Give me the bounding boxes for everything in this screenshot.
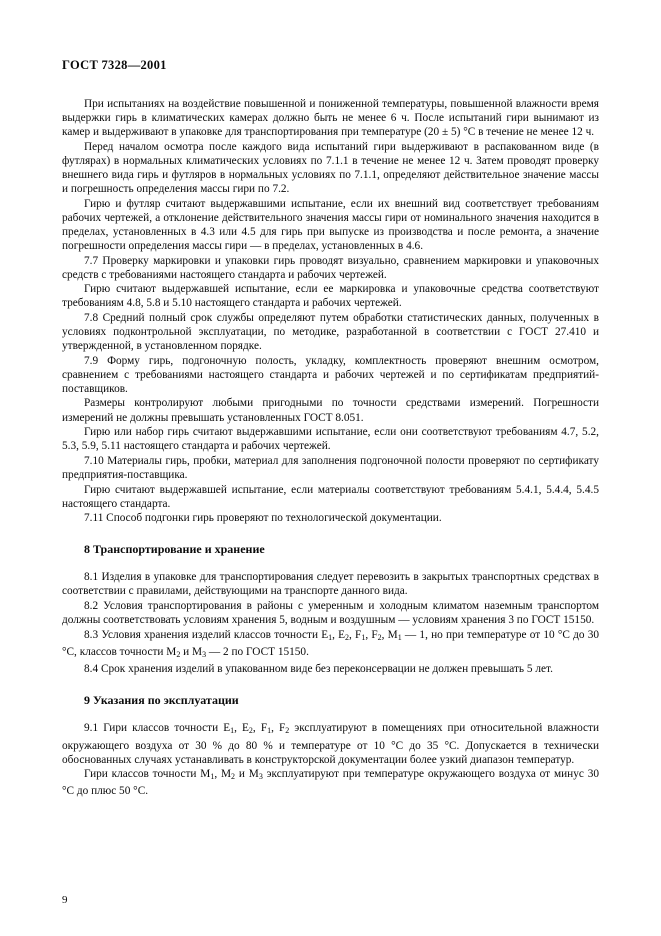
subscript: 1 (210, 772, 215, 782)
text-fragment: , Е (332, 628, 346, 641)
text-fragment: , F (349, 628, 362, 641)
subscript: 2 (345, 632, 350, 642)
text-fragment: , М (381, 628, 398, 641)
paragraph: 8.4 Срок хранения изделий в упакованном виде без переконсервации не должен превышать 5 лет. (84, 663, 553, 676)
text-fragment: 9.1 Гири классов точности Е (84, 722, 231, 735)
paragraph: Гирю считают выдержавшей испытание, если ее маркировка и упаковочные средства соответствуют требованиям 4.8, 5.8 и 5.10 настоящего стандарта и рабочих чертежей. (62, 283, 599, 310)
paragraph-8-3 (62, 628, 599, 662)
subscript: 3 (258, 772, 263, 782)
paragraph-9-2 (62, 767, 599, 798)
subscript: 1 (361, 632, 366, 642)
text-fragment: , F (252, 722, 268, 735)
paragraph: При испытаниях на воздействие повышенной и пониженной температуры, повышенной влажности время выдержки гирь в климатических камерах должно быть не менее 6 ч. После испытаний гири вынимают из камер и выдерживают в упаковке для транспортирования при температуре (20 ± 5) °С в течение не менее 12 ч. (62, 98, 599, 139)
paragraph: Гирю или набор гирь считают выдержавшими испытание, если они соответствуют требованиям 4.7, 5.2, 5.3, 5.9, 5.11 настоящего стандарта и рабочих чертежей. (62, 426, 599, 453)
subscript: 3 (202, 649, 207, 659)
paragraph: Размеры контролируют любыми пригодными по точности средствами измерений. Погрешности измерений не должны превышать установленных ГОСТ 8.051. (62, 397, 599, 424)
text-fragment: Гири классов точности М (84, 768, 211, 781)
text-fragment: и М (235, 768, 259, 781)
subscript: 2 (377, 632, 382, 642)
text-fragment: 8.3 Условия хранения изделий классов точности Е (84, 628, 329, 641)
paragraph-9-1 (62, 721, 599, 766)
subscript: 2 (231, 772, 236, 782)
text-fragment: эксплуатируют в помещениях при относительной влажности окружающего воздуха от 30 % до 80 % и температуре от 10 °С до 35 °С. Допускается в технически обоснованных случаях устанавливать в конструкторской документации более узкий диапазон температур. (62, 722, 599, 766)
text-fragment: , М (214, 768, 232, 781)
paragraph: Гирю и футляр считают выдержавшими испытание, если их внешний вид соответствует требованиям рабочих чертежей, а отклонение действительного значения массы гири от номинального значения находится в пределах, установленных в 4.3 или 4.5 для гирь при выпуске из производства и после ремонта, а значение погрешности определения массы гири — в пределах, установленных в 4.6. (62, 197, 599, 252)
text-fragment: эксплуатируют при температуре окружающего воздуха от минус 30 °С до плюс 50 °С. (62, 768, 599, 798)
text-fragment: , F (271, 722, 286, 735)
paragraph: Гирю считают выдержавшей испытание, если материалы соответствуют требованиям 5.4.1, 5.4.4, 5.4.5 настоящего стандарта. (62, 483, 599, 510)
subscript: 2 (248, 726, 253, 736)
paragraph: Перед началом осмотра после каждого вида испытаний гири выдерживают в распакованном виде (в футлярах) в нормальных климатических условиях по 7.1.1 в течение не менее 12 ч. Затем проводят проверку внешнего вида гирь и футляров в нормальных условиях по 7.1.1, определяют действительное значение массы и погрешность определения массы гири по 7.2. (62, 140, 599, 196)
paragraph: 7.10 Материалы гирь, пробки, материал для заполнения подгоночной полости проверяют по сертификату предприятия-поставщика. (62, 454, 599, 481)
subscript: 1 (230, 726, 235, 736)
paragraph: 7.8 Средний полный срок службы определяют путем обработки статистических данных, полученных в условиях подконтрольной эксплуатации, по методике, разработанной в соответствии с ГОСТ 27.410 и утвержденной, в установленном порядке. (62, 311, 599, 353)
page-number: 9 (62, 894, 68, 906)
text-fragment: — 2 по ГОСТ 15150. (206, 645, 309, 658)
paragraph: 8.2 Условия транспортирования в районы с умеренным и холодным климатом наземным транспортом должны соответствовать условиям хранения 5, водным и воздушным — условиям хранения 3 по ГОСТ 15150. (62, 600, 599, 627)
paragraph: 7.7 Проверку маркировки и упаковки гирь проводят визуально, сравнением маркировки и упаковочных средств с требованиями настоящего стандарта и рабочих чертежей. (62, 254, 599, 281)
paragraph: 7.9 Форму гирь, подгоночную полость, укладку, комплектность проверяют внешним осмотром, сравнением с требованиями настоящего стандарта и рабочих чертежей и по сертификатам предприятий-поставщиков. (62, 354, 599, 395)
section-heading-9: 9 Указания по эксплуатации (84, 693, 239, 708)
text-fragment: , Е (234, 722, 249, 735)
paragraph: 7.11 Способ подгонки гирь проверяют по технологической документации. (84, 512, 442, 525)
document-header: ГОСТ 7328—2001 (62, 58, 167, 72)
subscript: 1 (328, 632, 333, 642)
subscript: 2 (176, 649, 181, 659)
text-fragment: , F (365, 628, 378, 641)
section-heading-8: 8 Транспортирование и хранение (84, 542, 265, 557)
paragraph: 8.1 Изделия в упаковке для транспортирования следует перевозить в закрытых транспортных средствах в соответствии с правилами, действующими на транспорте данного вида. (62, 571, 599, 598)
subscript: 1 (267, 726, 272, 736)
text-fragment: — 1, но при температуре от 10 °С до 30 °С, классов точности М (62, 628, 599, 658)
subscript: 1 (397, 632, 402, 642)
text-fragment: и М (180, 645, 203, 658)
subscript: 2 (285, 726, 290, 736)
